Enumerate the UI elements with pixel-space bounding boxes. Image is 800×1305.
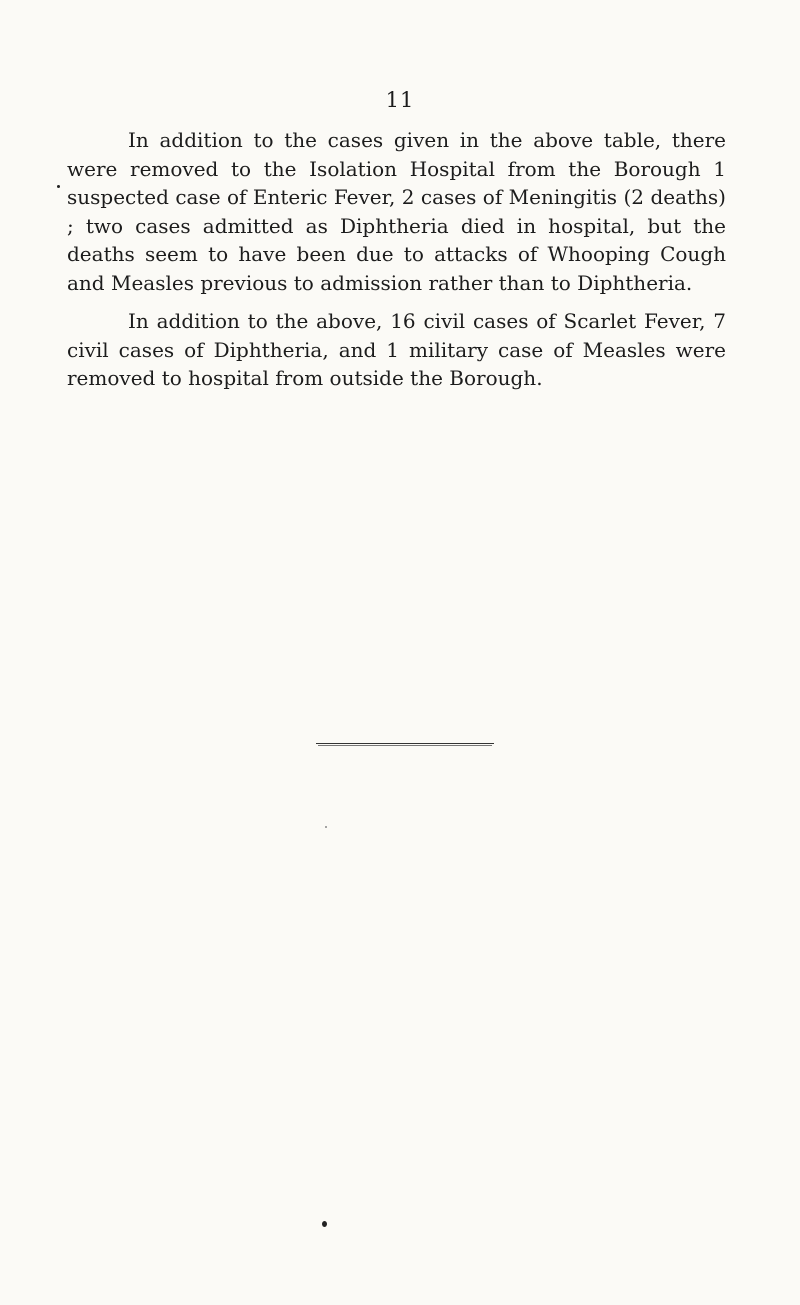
paragraph-text: In addition to the cases given in the above table, there were removed to the Isolation Hospital from the Borough 1 suspected case of Enteric Fever, 2 cases of Meningitis (2 deaths) ; two cases admitted as Diphtheria died in hospital, but the deaths seem to have been due to attacks of Whooping Cough and Measles previous to admission rather than to Diphtheria. xyxy=(67,128,726,295)
paper-speck xyxy=(322,1221,327,1227)
page-number: 11 xyxy=(385,88,415,112)
section-divider-rule xyxy=(316,743,494,744)
section-divider-rule-lower xyxy=(318,745,492,746)
paragraph-text: In addition to the above, 16 civil cases of Scarlet Fever, 7 civil cases of Diphtheria, and 1 military case of Measles were removed to hospital from outside the Borough. xyxy=(67,309,726,390)
paper-speck xyxy=(325,826,327,828)
paragraph-outside-borough xyxy=(67,307,726,393)
paragraph-additional-cases xyxy=(67,126,726,297)
paper-speck xyxy=(57,185,60,188)
